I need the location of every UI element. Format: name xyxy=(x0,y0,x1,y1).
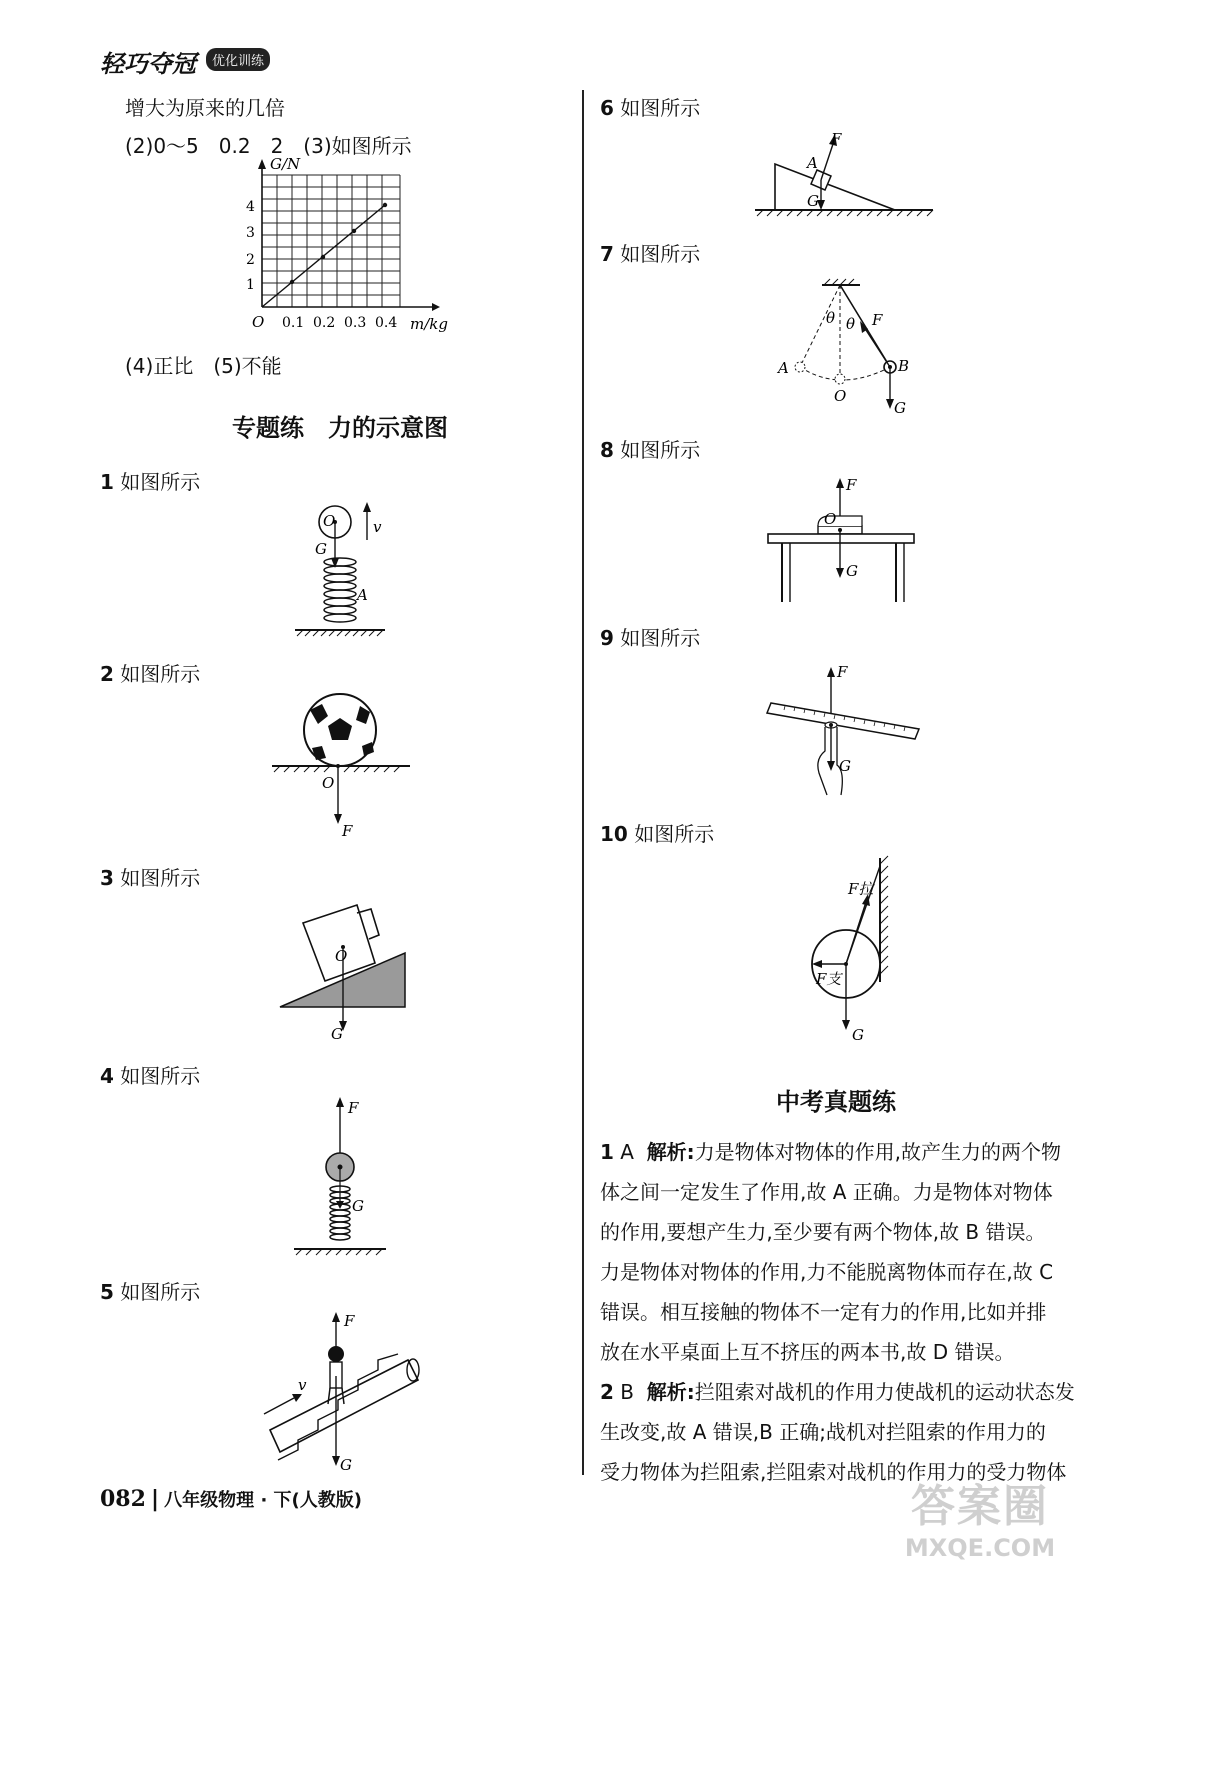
column-divider xyxy=(582,90,584,1475)
svg-text:F: F xyxy=(348,1099,359,1117)
graph-ylabel: G/N xyxy=(270,155,301,173)
graph-origin: O xyxy=(252,313,265,331)
svg-text:O: O xyxy=(322,774,335,792)
graph-grid xyxy=(262,175,400,307)
item-3-figure xyxy=(275,895,425,1045)
watermark-logo: 答案圈 xyxy=(911,1481,1049,1532)
x-tick: 0.2 xyxy=(313,315,336,331)
svg-text:G: G xyxy=(315,540,327,558)
svg-text:O: O xyxy=(323,512,336,530)
item-6-caption: 6 如图所示 xyxy=(600,96,701,120)
svg-text:G: G xyxy=(352,1197,364,1215)
badge: 优化训练 xyxy=(206,48,270,71)
item-8-figure xyxy=(760,470,940,610)
y-tick: 1 xyxy=(246,277,255,293)
item-1-figure xyxy=(285,500,405,650)
item-3-caption: 3 如图所示 xyxy=(100,866,201,890)
svg-text:G: G xyxy=(839,757,851,775)
svg-text:G: G xyxy=(807,192,819,210)
item-10-caption: 10 如图所示 xyxy=(600,822,715,846)
intro-line: 增大为原来的几倍 xyxy=(125,96,285,120)
item-5-figure xyxy=(258,1310,428,1475)
svg-text:F: F xyxy=(872,311,883,329)
svg-text:A: A xyxy=(778,359,789,377)
svg-text:B: B xyxy=(898,357,910,375)
item-2-figure xyxy=(270,690,420,845)
svg-text:F: F xyxy=(344,1312,355,1330)
brand-logo: 轻巧夺冠 xyxy=(100,50,196,78)
item-5-caption: 5 如图所示 xyxy=(100,1280,201,1304)
item-9-caption: 9 如图所示 xyxy=(600,626,701,650)
svg-text:A: A xyxy=(807,154,818,172)
footer: 082 | 八年级物理 · 下(人教版) xyxy=(100,1486,362,1512)
section-title: 专题练 力的示意图 xyxy=(232,414,448,442)
svg-text:G: G xyxy=(846,562,858,580)
item-4-caption: 4 如图所示 xyxy=(100,1064,201,1088)
watermark xyxy=(900,1470,1060,1562)
q2-answer: 2 B 解析:拦阻索对战机的作用力使战机的运动状态发 生改变,故 A 错误,B 正确;战机对拦阻索的作用力的 受力物体为拦阻索,拦阻索对战机的作用力的受力物体 xyxy=(600,1380,1075,1484)
x-tick: 0.1 xyxy=(282,315,305,331)
svg-text:F: F xyxy=(846,476,857,494)
x-tick: 0.3 xyxy=(344,315,367,331)
svg-text:F支: F支 xyxy=(816,970,842,988)
y-tick: 4 xyxy=(246,199,255,215)
item-7-figure xyxy=(770,275,930,445)
svg-text:O: O xyxy=(834,387,847,405)
answer-line-4-5: (4)正比 (5)不能 xyxy=(125,354,282,378)
q1-answer: 1 A 解析:力是物体对物体的作用,故产生力的两个物 体之间一定发生了作用,故 A 正确。力是物体对物体 的作用,要想产生力,至少要有两个物体,故 B 错误。 力是物体对物体的作用,力不能脱离物体而存在,故 C 错误。相互接触的物体不一定有力的作用,比如并排 放在水平桌面上互不挤压的两本书,故 D 错误。 xyxy=(600,1140,1062,1364)
svg-text:v: v xyxy=(298,1376,307,1394)
svg-text:v: v xyxy=(373,518,382,536)
svg-text:F拉: F拉 xyxy=(848,880,874,898)
g-m-graph xyxy=(240,155,460,340)
y-tick: 3 xyxy=(246,225,255,241)
page-number: 082 xyxy=(100,1486,146,1512)
svg-text:θ: θ xyxy=(826,309,836,327)
book-title: 八年级物理 · 下(人教版) xyxy=(164,1490,362,1511)
svg-text:θ: θ xyxy=(846,315,856,333)
x-tick: 0.4 xyxy=(375,315,398,331)
svg-text:F: F xyxy=(837,663,848,681)
svg-text:G: G xyxy=(894,399,906,417)
svg-text:O: O xyxy=(824,510,837,528)
svg-text:G: G xyxy=(331,1025,343,1043)
item-6-figure xyxy=(755,130,955,230)
watermark-url: MXQE.COM xyxy=(904,1534,1056,1562)
header xyxy=(100,38,300,78)
svg-text:A: A xyxy=(357,586,368,604)
item-8-caption: 8 如图所示 xyxy=(600,438,701,462)
svg-text:F: F xyxy=(831,130,842,148)
item-7-caption: 7 如图所示 xyxy=(600,242,701,266)
exam-section-title: 中考真题练 xyxy=(776,1088,896,1116)
svg-text:F: F xyxy=(342,822,353,840)
svg-text:G: G xyxy=(340,1456,352,1474)
item-4-figure xyxy=(290,1095,400,1265)
graph-xlabel: m/kg xyxy=(410,315,448,333)
y-tick: 2 xyxy=(246,252,255,268)
item-2-caption: 2 如图所示 xyxy=(100,662,201,686)
item-1-caption: 1 如图所示 xyxy=(100,470,201,494)
answer-line-2-3: (2)0～5 0.2 2 (3)如图所示 xyxy=(125,134,412,158)
item-9-figure xyxy=(765,655,935,815)
svg-text:G: G xyxy=(852,1026,864,1044)
svg-text:O: O xyxy=(335,947,348,965)
item-10-figure xyxy=(790,852,920,1052)
